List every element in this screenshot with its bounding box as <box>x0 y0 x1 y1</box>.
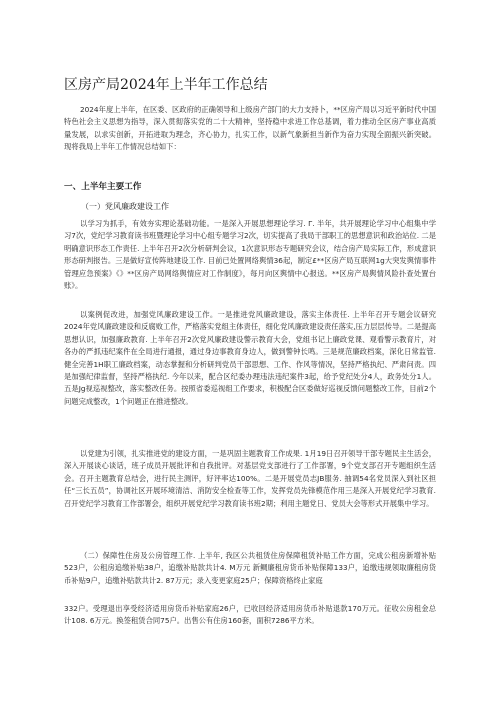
paragraph-housing-security-continued: 332户。受理退出享受经济适用房货币补贴家庭26户，已收回经济适用房货币补贴退款170万元。征收公房租金总计108. 6万元。换签租赁合同75户。出售公有住房160套，面积7286平方米。 <box>64 604 436 626</box>
paragraph-party-building: 以党建为引领，扎实推进党的建设方面，一是巩固主题教育工作成果. 1月19日召开领导干部专题民主生活会，深入开展谈心谈话，班子成员开展批评和自我批评。对基层党支部进行了工作部署，9个党支部召开专题组织生活会。召开主题教育总结会，进行民主测评，好评率达100%。二是开展党员志JB服务. 抽调54名党员深入到社区担任“三长五员”，协调社区开展环境清洁、消防安全检查等工作，发挥党员先锋模范作用三是深入开展党纪学习教育. 召开党纪学习教育工作部署会，组织开展党纪学习教育读书班2期；利用主题党日、党员大会等形式开展集中学习。 <box>64 449 436 508</box>
paragraph-theory-study: 以学习为抓手，有效夯实理论基础功能。一是深入开展思想理论学习. Γ. 半年，共开展理论学习中心组集中学习7次，党纪学习教育读书班暨理论学习中心组专题学习2次，切实提高了我局干部职工的思想意识和政治站位. 二是明确意识形态工作责任. 上半年召开2次分析研判会议，1次意识形态专题研究会议，结合房产局实际工作，形成意识形态研判报告。三是做好宣传阵地建设工作. 目前已处置网络舆情36起，制定£**区房产局互联网1g大突发舆情事件管理应急预案》《》**区房产局网络舆情应对工作制度》，每月向区舆情中心报送。**区房产局舆情风险扑查处置台账》。 <box>64 219 436 291</box>
section-heading-main-work: 一、上半年主要工作 <box>64 182 142 192</box>
paragraph-housing-security: （二）保障性住房及公房管理工作. 上半年, 我区公共租赁住房保障租赁补贴工作方面，完成公租房新增补贴523户，公租房追缴补贴38户，追缴补贴款共计4. M万元 新鲷廉租房货币补贴保障133户，追缴违规领取廉租房货币补贴9户，追缴补贴款共计2. 87万元；录入变更家庭25户；保障资格终止家庭 <box>64 551 436 585</box>
paragraph-anti-corruption: 以案例促改进，加强党风廉政建设工作。一是推进党风廉政建设，落实主体责任. 上半年召开专题会议研究2024年党风廉政建设和反腐败工作，严格落实党组主体责任，细化党风廉政建设责任落实,压力层层传导。二是提高思想认识，加强廉政教育. 上半年召开2次党风廉政建设警示教育大会，党组书记上廉政党课、观看警示教育片，对各办的严抓违纪案件在全局进行通报，通过身边事教育身边人，做到警钟长鸣。三是规范廉政档案，深化日常监管. 健全完善1H职工廉政档案，动态掌握和分析研判党员干部思想、工作、作风等情况，坚持严格执纪、严肃问责。四是加强纪律监督，坚持严格执纪. 今年以来，配合区纪委办理违法违纪案件3起，给予党纪处分4人，政务处分1人。五是Jg视巡视整改，落实整改任务。按照省委巡视组工作要求，积极配合区委做好巡视反馈问题整改工作，目前2个问题完成整改，1个问题正在推进整改。 <box>64 310 436 406</box>
intro-paragraph: 2024年度上半年，在区委、区政府的正确领导和上级房产部门的大力支持卜，**区房产局以习近平新时代中国特色社会主义思想为指导，深入贯彻落实党的二十大精神，坚持稳中求进工作总基调，着力推动全区房产事业高质量发展，以求实创新，开拓进取为理念，齐心协力，扎实工作，以新气象新担当新作为奋力实现全面振兴新突破。现将我局上半年工作情况总结如下： <box>64 105 436 152</box>
document-title: 区房产局2024年上半年工作总结 <box>64 77 268 93</box>
subsection-heading-party-conduct: （一）党风廉政建设工作 <box>81 202 169 211</box>
